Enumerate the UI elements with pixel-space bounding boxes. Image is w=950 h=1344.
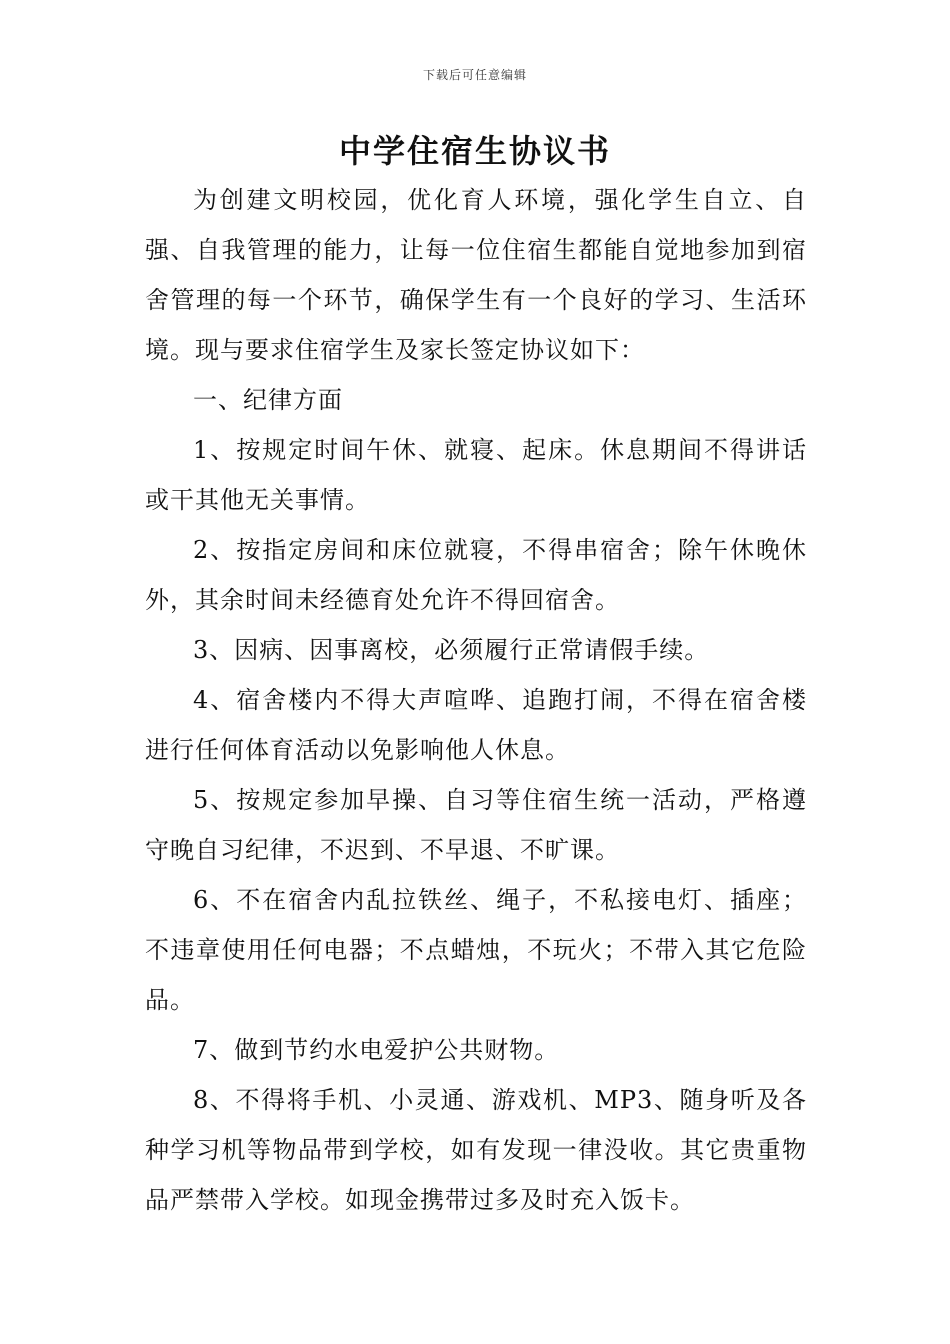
rule-item-5: 5、按规定参加早操、自习等住宿生统一活动，严格遵守晚自习纪律，不迟到、不早退、不旷课。 bbox=[145, 786, 807, 864]
rule-item-7: 7、做到节约水电爱护公共财物。 bbox=[193, 1036, 560, 1064]
rule-item-8: 8、不得将手机、小灵通、游戏机、MP3、随身听及各种学习机等物品带到学校，如有发现一律没收。其它贵重物品严禁带入学校。如现金携带过多及时充入饭卡。 bbox=[145, 1086, 807, 1214]
rule-item-2: 2、按指定房间和床位就寝，不得串宿舍；除午休晚休外，其余时间未经德育处允许不得回宿舍。 bbox=[145, 536, 807, 614]
document-body bbox=[145, 175, 807, 1225]
rule-item-3: 3、因病、因事离校，必须履行正常请假手续。 bbox=[193, 636, 710, 664]
rule-item-1: 1、按规定时间午休、就寝、起床。休息期间不得讲话或干其他无关事情。 bbox=[145, 436, 807, 514]
rule-item-6: 6、不在宿舍内乱拉铁丝、绳子，不私接电灯、插座；不违章使用任何电器；不点蜡烛，不玩火；不带入其它危险品。 bbox=[145, 886, 807, 1014]
paragraph-intro: 为创建文明校园，优化育人环境，强化学生自立、自强、自我管理的能力，让每一位住宿生都能自觉地参加到宿舍管理的每一个环节，确保学生有一个良好的学习、生活环境。现与要求住宿学生及家长签定协议如下： bbox=[145, 186, 807, 364]
rule-item-4: 4、宿舍楼内不得大声喧哗、追跑打闹，不得在宿舍楼进行任何体育活动以免影响他人休息。 bbox=[145, 686, 807, 764]
header-note: 下载后可任意编辑 bbox=[422, 68, 527, 82]
section-heading-discipline: 一、纪律方面 bbox=[193, 386, 343, 414]
document-title: 中学住宿生协议书 bbox=[338, 132, 611, 170]
